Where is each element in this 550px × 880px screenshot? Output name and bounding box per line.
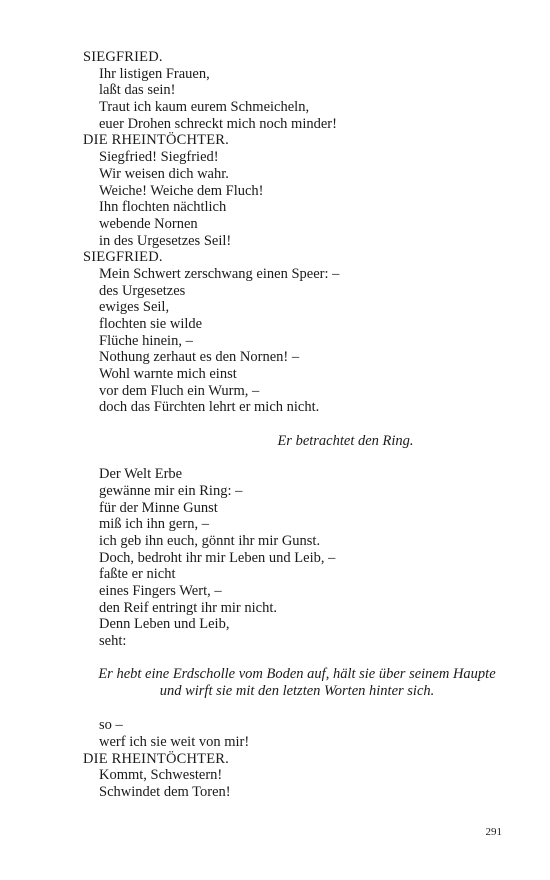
verse-line: Ihr listigen Frauen, bbox=[99, 65, 210, 82]
verse-line: für der Minne Gunst bbox=[99, 499, 218, 516]
speaker-name: DIE RHEINTÖCHTER. bbox=[83, 750, 229, 767]
verse-line: laßt das sein! bbox=[99, 82, 176, 99]
verse-line: Traut ich kaum eurem Schmeicheln, bbox=[99, 99, 310, 116]
verse-line: Der Welt Erbe bbox=[99, 466, 183, 483]
verse-line: Wir weisen dich wahr. bbox=[99, 165, 229, 182]
speaker-name: SIEGFRIED. bbox=[83, 249, 163, 266]
verse-line: miß ich ihn gern, – bbox=[99, 516, 209, 533]
speaker-name: DIE RHEINTÖCHTER. bbox=[83, 132, 229, 149]
verse-line: doch das Fürchten lehrt er mich nicht. bbox=[99, 399, 320, 416]
verse-line: so – bbox=[99, 717, 123, 734]
verse-line: Ihn flochten nächtlich bbox=[99, 199, 227, 216]
verse-line: Weiche! Weiche dem Fluch! bbox=[99, 182, 264, 199]
stanza-gap bbox=[83, 416, 513, 433]
verse-line: Wohl warnte mich einst bbox=[99, 366, 237, 383]
stanza-gap bbox=[83, 650, 513, 667]
verse-line: Schwindet dem Toren! bbox=[99, 783, 231, 800]
verse-line: euer Drohen schreckt mich noch minder! bbox=[99, 115, 337, 132]
stage-direction: Er hebt eine Erdscholle vom Boden auf, hält sie über seinem Haupte bbox=[98, 666, 496, 683]
verse-line: in des Urgesetzes Seil! bbox=[99, 232, 232, 249]
verse-line: werf ich sie weit von mir! bbox=[99, 733, 250, 750]
verse-line: Nothung zerhaut es den Nornen! – bbox=[99, 349, 300, 366]
page-number: 291 bbox=[485, 826, 502, 838]
verse-line: des Urgesetzes bbox=[99, 282, 186, 299]
verse-line: webende Nornen bbox=[99, 215, 198, 232]
libretto-text bbox=[83, 49, 513, 801]
verse-line: Mein Schwert zerschwang einen Speer: – bbox=[99, 265, 340, 282]
verse-line: ewiges Seil, bbox=[99, 299, 170, 316]
speaker-name: SIEGFRIED. bbox=[83, 49, 163, 65]
verse-line: eines Fingers Wert, – bbox=[99, 583, 222, 599]
verse-line: ich geb ihn euch, gönnt ihr mir Gunst. bbox=[99, 532, 321, 549]
stage-direction: Er betrachtet den Ring. bbox=[277, 432, 414, 449]
verse-line: vor dem Fluch ein Wurm, – bbox=[99, 382, 260, 399]
verse-line: Flüche hinein, – bbox=[99, 332, 193, 349]
verse-line: Siegfried! Siegfried! bbox=[99, 149, 219, 166]
verse-line: seht: bbox=[99, 633, 127, 650]
verse-line: Denn Leben und Leib, bbox=[99, 616, 230, 633]
stanza-gap bbox=[83, 450, 513, 467]
stage-direction: und wirft sie mit den letzten Worten hinter sich. bbox=[159, 683, 435, 700]
stanza-gap bbox=[83, 700, 513, 717]
verse-line: flochten sie wilde bbox=[99, 316, 203, 332]
verse-line: gewänne mir ein Ring: – bbox=[99, 482, 243, 499]
verse-line: den Reif entringt ihr mir nicht. bbox=[99, 599, 277, 616]
verse-line: Kommt, Schwestern! bbox=[99, 767, 223, 784]
verse-line: faßte er nicht bbox=[99, 566, 176, 583]
verse-line: Doch, bedroht ihr mir Leben und Leib, – bbox=[99, 549, 336, 566]
